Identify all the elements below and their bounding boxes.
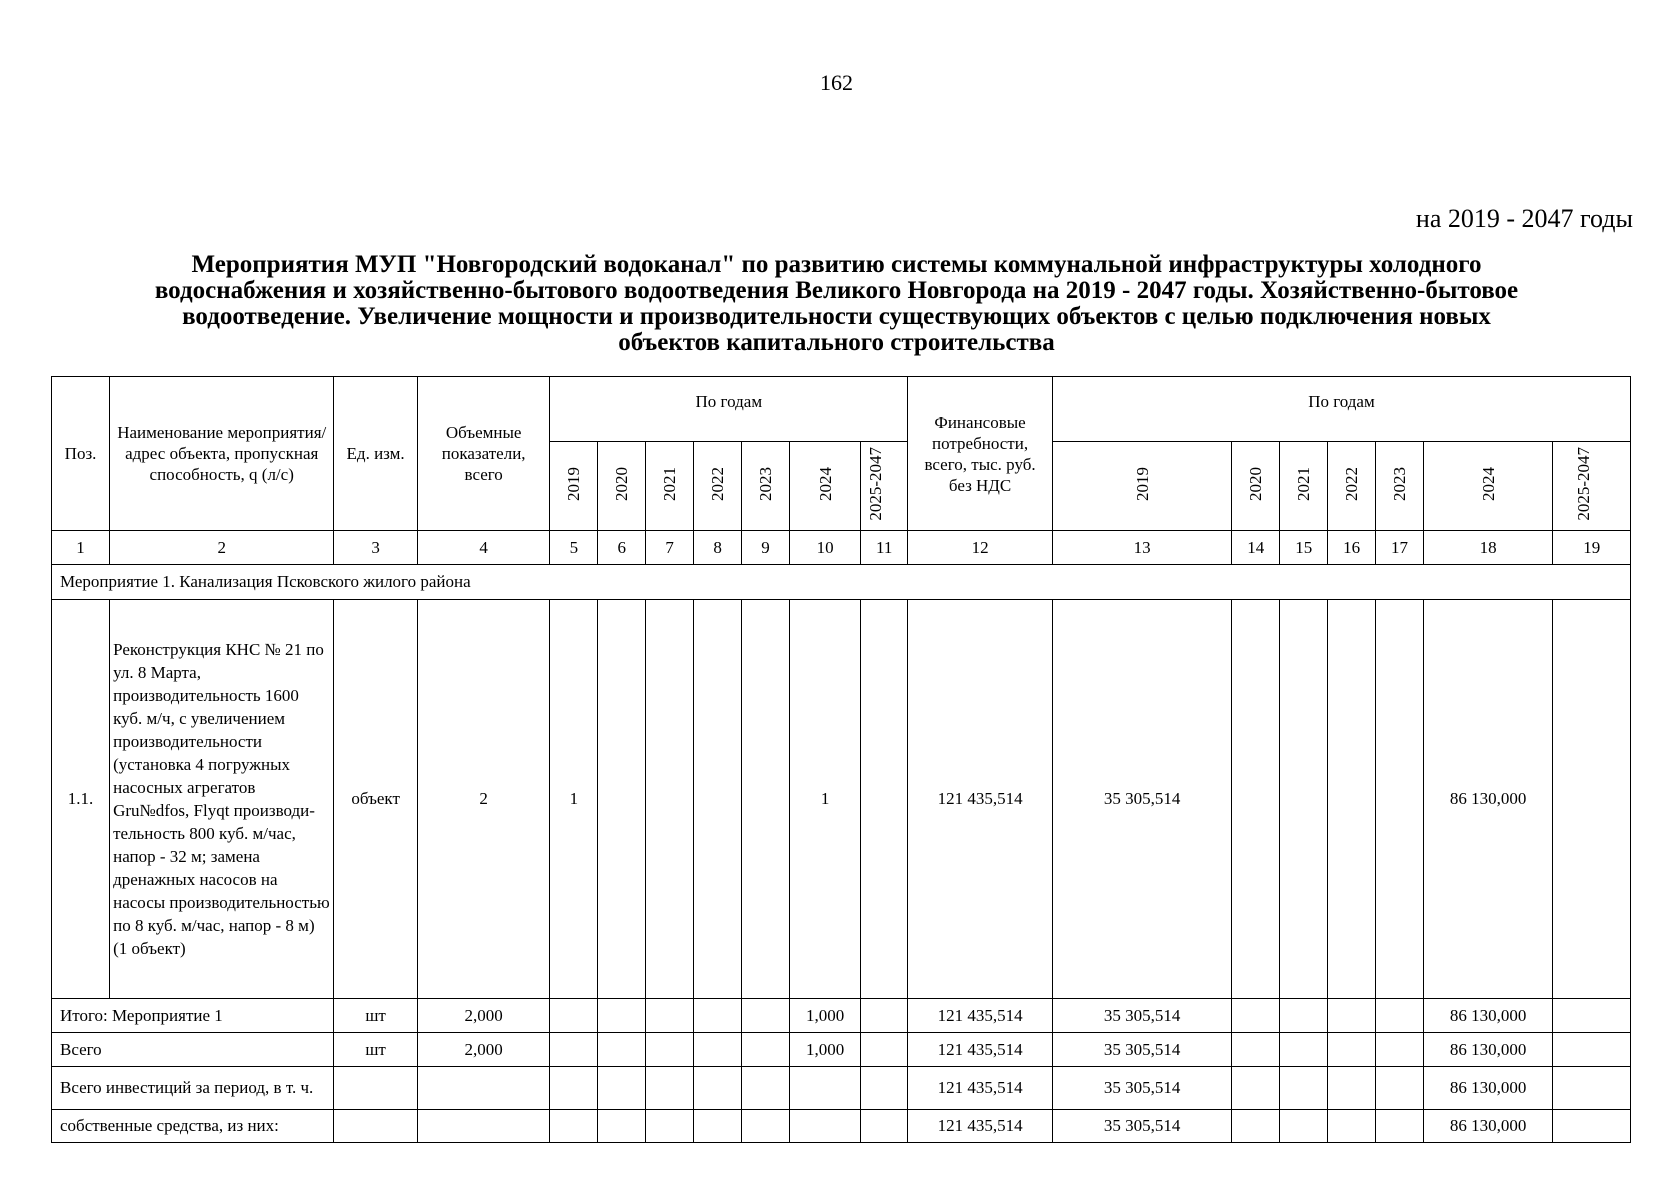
header-finance-year-2019: 2019 — [1052, 442, 1231, 531]
column-number: 14 — [1232, 531, 1280, 565]
subtotal-label: Итого: Мероприятие 1 — [52, 999, 334, 1033]
subtotal-volume: 2,000 — [417, 999, 550, 1033]
investments-finance-2019: 35 305,514 — [1052, 1067, 1231, 1110]
investments-finance-total: 121 435,514 — [908, 1067, 1053, 1110]
own-funds-finance-2024: 86 130,000 — [1423, 1110, 1552, 1143]
subtotal-year-2024: 1,000 — [789, 999, 860, 1033]
own-funds-label: собственные средства, из них: — [52, 1110, 334, 1143]
column-number: 12 — [908, 531, 1053, 565]
item-year-2019: 1 — [550, 600, 598, 999]
total-unit: шт — [334, 1033, 418, 1067]
investments-row — [52, 1067, 1631, 1110]
subtotal-unit: шт — [334, 999, 418, 1033]
column-number-row — [52, 531, 1631, 565]
column-number: 8 — [694, 531, 742, 565]
header-year-2020: 2020 — [598, 442, 646, 531]
header-year-2025-2047: 2025-2047 — [861, 442, 908, 531]
item-year-2020 — [598, 600, 646, 999]
column-number: 11 — [861, 531, 908, 565]
own-funds-finance-total: 121 435,514 — [908, 1110, 1053, 1143]
section-row — [52, 565, 1631, 600]
header-name: Наименование мероприятия/адрес объекта, пропускная способность, q (л/с) — [110, 377, 334, 531]
title-line: объектов капитального строительства — [618, 329, 1055, 356]
item-pos: 1.1. — [52, 600, 110, 999]
column-number: 1 — [52, 531, 110, 565]
item-finance-2019: 35 305,514 — [1052, 600, 1231, 999]
header-year-2021: 2021 — [646, 442, 694, 531]
title-line: водоснабжения и хозяйственно-бытового водоотведения Великого Новгорода на 2019 - 2047 годы. Хозяйственно-бытовое — [154, 277, 1519, 304]
item-volume: 2 — [417, 600, 550, 999]
document-title — [60, 252, 1613, 356]
item-finance-2021 — [1280, 600, 1328, 999]
investments-label: Всего инвестиций за период, в т. ч. — [52, 1067, 334, 1110]
column-number: 4 — [417, 531, 550, 565]
total-label: Всего — [52, 1033, 334, 1067]
header-by-years-finance: По годам — [1052, 377, 1630, 442]
table-row — [52, 600, 1631, 999]
section-title: Мероприятие 1. Канализация Псковского жилого района — [52, 565, 1631, 600]
column-number: 17 — [1376, 531, 1424, 565]
total-year-2024: 1,000 — [789, 1033, 860, 1067]
item-description: Реконструкция КНС № 21 по ул. 8 Марта, производительность 1600 куб. м/ч, с увеличением производительности (установка 4 погружных насосных агрегатов Gru№dfos, Flyqt производи-тельность 800 куб. м/час, напор - 32 м; замена дренажных насосов на насосы производительностью по 8 куб. м/час, напор - 8 м) (1 объект) — [110, 600, 334, 999]
header-year-2019: 2019 — [550, 442, 598, 531]
header-pos: Поз. — [52, 377, 110, 531]
column-number: 13 — [1052, 531, 1231, 565]
total-row — [52, 1033, 1631, 1067]
header-year-2023: 2023 — [742, 442, 790, 531]
total-finance-2024: 86 130,000 — [1423, 1033, 1552, 1067]
total-finance-2019: 35 305,514 — [1052, 1033, 1231, 1067]
subtotal-finance-total: 121 435,514 — [908, 999, 1053, 1033]
subtotal-row — [52, 999, 1631, 1033]
column-number: 10 — [789, 531, 860, 565]
item-finance-total: 121 435,514 — [908, 600, 1053, 999]
header-finance-year-2021: 2021 — [1280, 442, 1328, 531]
item-unit: объект — [334, 600, 418, 999]
period-label: на 2019 - 2047 годы — [1415, 204, 1633, 233]
item-year-2025-2047 — [861, 600, 908, 999]
column-number: 9 — [742, 531, 790, 565]
column-number: 7 — [646, 531, 694, 565]
header-unit: Ед. изм. — [334, 377, 418, 531]
own-funds-row — [52, 1110, 1631, 1143]
investment-table — [51, 376, 1631, 1143]
header-volume: Объемные показатели, всего — [417, 377, 550, 531]
column-number: 3 — [334, 531, 418, 565]
page-number: 162 — [820, 70, 853, 95]
total-finance-total: 121 435,514 — [908, 1033, 1053, 1067]
title-line: Мероприятия МУП "Новгородский водоканал" по развитию системы коммунальной инфраструктуры холодного — [191, 251, 1482, 278]
column-number: 15 — [1280, 531, 1328, 565]
header-finance-year-2023: 2023 — [1376, 442, 1424, 531]
column-number: 19 — [1553, 531, 1631, 565]
item-year-2022 — [694, 600, 742, 999]
subtotal-finance-2024: 86 130,000 — [1423, 999, 1552, 1033]
header-year-2022: 2022 — [694, 442, 742, 531]
header-finance-year-2025-2047: 2025-2047 — [1553, 442, 1631, 531]
title-line: водоотведение. Увеличение мощности и производительности существующих объектов с целью подключения новых — [182, 303, 1491, 330]
header-finance-year-2024: 2024 — [1423, 442, 1552, 531]
header-year-2024: 2024 — [789, 442, 860, 531]
total-volume: 2,000 — [417, 1033, 550, 1067]
item-finance-2025-2047 — [1553, 600, 1631, 999]
item-finance-2024: 86 130,000 — [1423, 600, 1552, 999]
item-year-2024: 1 — [789, 600, 860, 999]
column-number: 2 — [110, 531, 334, 565]
item-year-2023 — [742, 600, 790, 999]
item-finance-2020 — [1232, 600, 1280, 999]
item-finance-2023 — [1376, 600, 1424, 999]
column-number: 6 — [598, 531, 646, 565]
header-finance: Финансовые потребности, всего, тыс. руб. без НДС — [908, 377, 1053, 531]
column-number: 18 — [1423, 531, 1552, 565]
header-finance-year-2020: 2020 — [1232, 442, 1280, 531]
subtotal-finance-2019: 35 305,514 — [1052, 999, 1231, 1033]
item-year-2021 — [646, 600, 694, 999]
column-number: 16 — [1328, 531, 1376, 565]
item-finance-2022 — [1328, 600, 1376, 999]
column-number: 5 — [550, 531, 598, 565]
header-by-years: По годам — [550, 377, 908, 442]
own-funds-finance-2019: 35 305,514 — [1052, 1110, 1231, 1143]
investments-finance-2024: 86 130,000 — [1423, 1067, 1552, 1110]
header-finance-year-2022: 2022 — [1328, 442, 1376, 531]
